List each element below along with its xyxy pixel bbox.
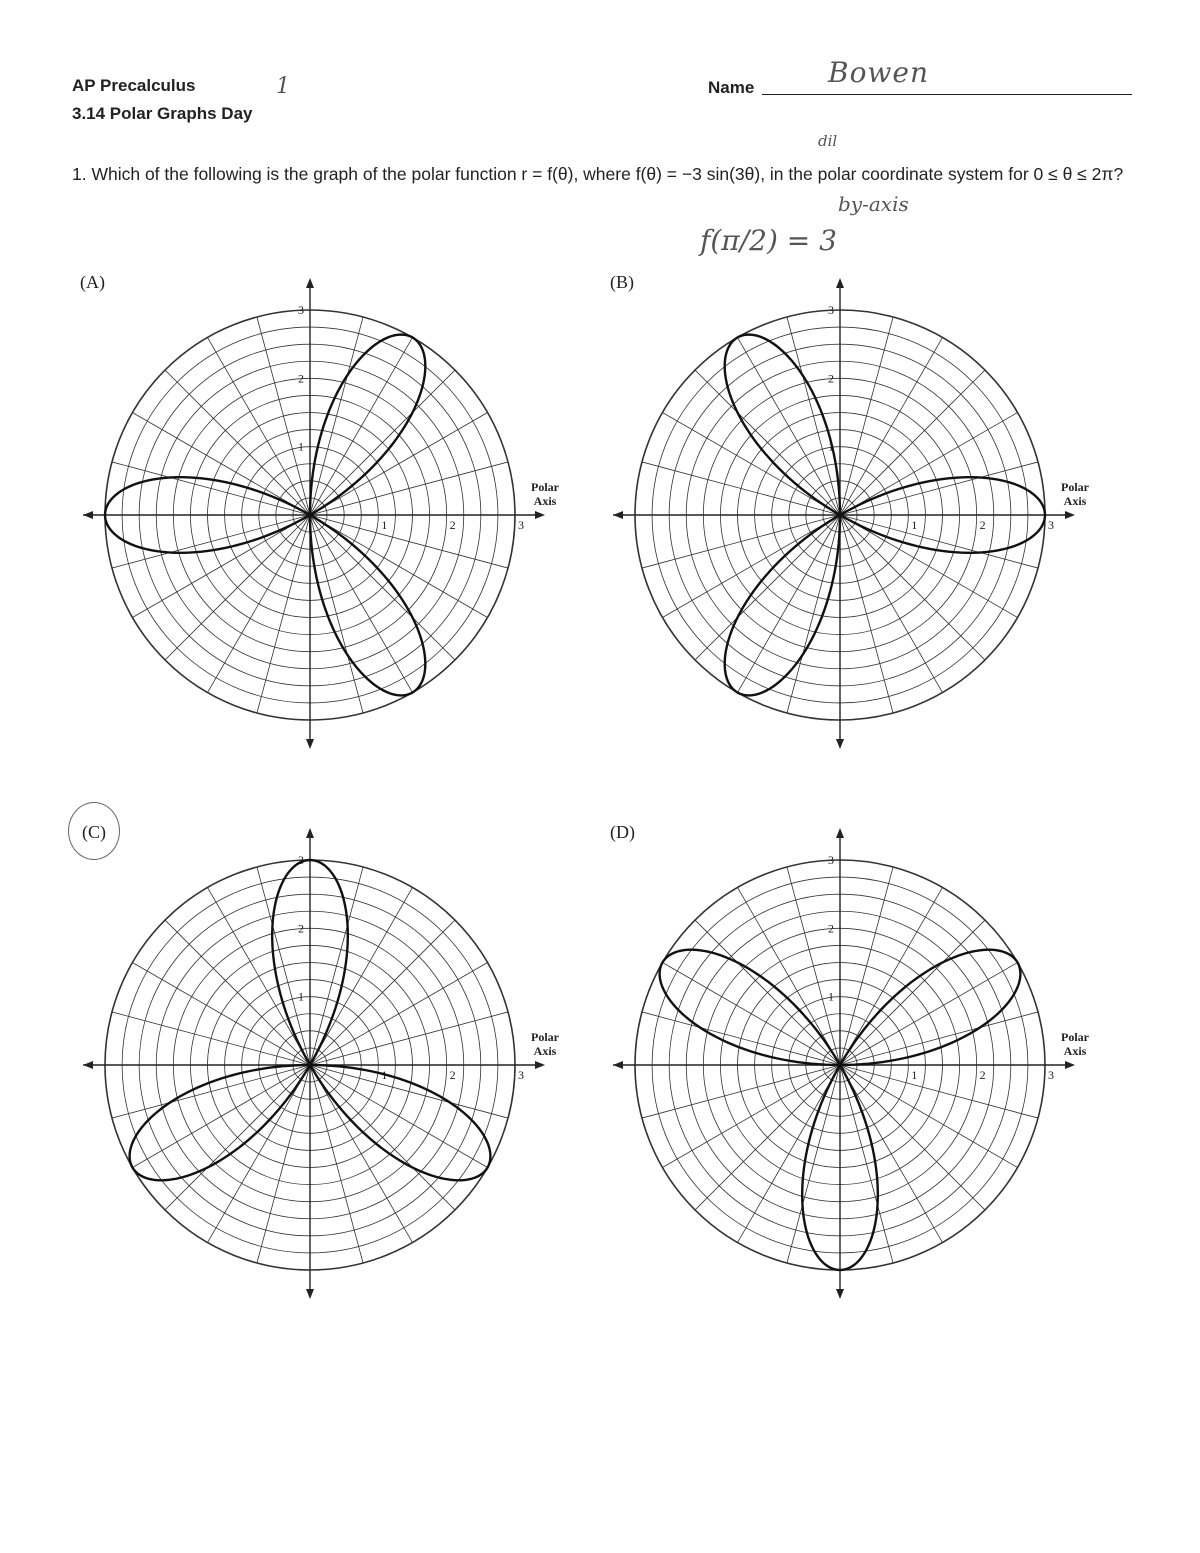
grid-spoke (840, 867, 893, 1065)
grid-spoke (310, 317, 363, 515)
ring-label-y: 1 (298, 439, 304, 454)
grid-spoke (310, 462, 508, 515)
rose-petal (840, 950, 1020, 1065)
grid-spoke (208, 515, 311, 693)
grid-spoke (310, 867, 363, 1065)
grid-spoke (642, 515, 840, 568)
grid-spoke (840, 1065, 943, 1243)
grid-spoke (112, 1012, 310, 1065)
ring-label-y: 2 (828, 371, 834, 386)
grid-spoke (310, 515, 455, 660)
ring-label-x: 2 (449, 518, 456, 532)
grid-spoke (662, 1065, 840, 1168)
ring-label-x: 2 (449, 1068, 456, 1082)
polar-graph-c[interactable] (75, 825, 575, 1305)
grid-spoke (132, 963, 310, 1066)
note-evaluation: f(π/2) = 3 (700, 224, 837, 257)
grid-spoke (840, 515, 943, 693)
polar-axis-label: Polar Axis (1061, 480, 1089, 508)
arrow-up-icon (836, 278, 844, 288)
arrow-right-icon (1065, 511, 1075, 519)
ring-label-x: 1 (381, 518, 388, 532)
option-label-a: (A) (80, 272, 105, 292)
grid-spoke (840, 337, 943, 515)
grid-spoke (310, 515, 413, 693)
grid-spoke (310, 413, 488, 516)
grid-spoke (787, 867, 840, 1065)
name-line (762, 94, 1132, 95)
arrow-right-icon (535, 1061, 545, 1069)
ring-label-x: 2 (979, 518, 986, 532)
grid-spoke (787, 1065, 840, 1263)
grid-spoke (310, 370, 455, 515)
grid-spoke (165, 370, 310, 515)
grid-spoke (257, 1065, 310, 1263)
grid-spoke (642, 1012, 840, 1065)
arrow-down-icon (306, 1289, 314, 1299)
grid-spoke (310, 337, 413, 515)
grid-spoke (208, 1065, 311, 1243)
grid-spoke (112, 462, 310, 515)
ring-label-x: 1 (911, 518, 918, 532)
grid-spoke (310, 887, 413, 1065)
grid-spoke (165, 515, 310, 660)
arrow-left-icon (83, 511, 93, 519)
name-label: Name (708, 78, 755, 97)
grid-spoke (738, 887, 841, 1065)
grid-spoke (738, 515, 841, 693)
grid-spoke (840, 317, 893, 515)
polar-axis-label: Polar Axis (531, 1030, 559, 1058)
grid-spoke (840, 1065, 1038, 1118)
rose-petal (310, 335, 425, 515)
grid-spoke (787, 317, 840, 515)
ring-label-x: 1 (911, 1068, 918, 1082)
arrow-left-icon (83, 1061, 93, 1069)
ring-label-y: 2 (298, 371, 304, 386)
grid-spoke (165, 1065, 310, 1210)
course-title: AP Precalculus (72, 76, 196, 95)
grid-spoke (112, 1065, 310, 1118)
grid-spoke (695, 920, 840, 1065)
grid-spoke (662, 515, 840, 618)
rose-petal (310, 515, 425, 695)
polar-graph-b[interactable] (605, 275, 1105, 755)
grid-spoke (112, 515, 310, 568)
grid-spoke (642, 1065, 840, 1118)
arrow-down-icon (836, 1289, 844, 1299)
grid-spoke (310, 515, 508, 568)
arrow-down-icon (836, 739, 844, 749)
grid-spoke (310, 1065, 413, 1243)
grid-spoke (208, 337, 311, 515)
grid-spoke (840, 920, 985, 1065)
day-number: 1 (276, 74, 290, 99)
grid-spoke (132, 1065, 310, 1168)
grid-spoke (310, 963, 488, 1066)
grid-spoke (310, 1065, 363, 1263)
grid-spoke (840, 1065, 985, 1210)
grid-spoke (208, 887, 311, 1065)
option-label-b: (B) (610, 272, 634, 292)
arrow-up-icon (306, 828, 314, 838)
ring-label-y: 3 (828, 303, 834, 317)
grid-spoke (738, 337, 841, 515)
arrow-down-icon (306, 739, 314, 749)
grid-spoke (840, 963, 1018, 1066)
grid-spoke (840, 515, 985, 660)
grid-spoke (310, 1012, 508, 1065)
grid-spoke (257, 867, 310, 1065)
rose-petal (130, 1065, 310, 1180)
ring-label-y: 1 (828, 989, 834, 1004)
rose-petal (310, 1065, 490, 1180)
polar-axis-label: Polar Axis (1061, 1030, 1089, 1058)
grid-spoke (840, 1012, 1038, 1065)
question-text: 1. Which of the following is the graph of the polar function r = f(θ), where f(θ) = −3 sin(3θ), in the polar coordinate system for 0 ≤ θ ≤ 2π? (72, 164, 1124, 184)
arrow-left-icon (613, 511, 623, 519)
grid-spoke (257, 515, 310, 713)
grid-spoke (695, 515, 840, 660)
grid-spoke (310, 920, 455, 1065)
ring-label-x: 2 (979, 1068, 986, 1082)
grid-spoke (132, 515, 310, 618)
grid-spoke (738, 1065, 841, 1243)
ring-label-y: 3 (298, 853, 304, 867)
grid-spoke (695, 1065, 840, 1210)
ring-label-y: 3 (298, 303, 304, 317)
grid-spoke (310, 1065, 508, 1118)
grid-spoke (257, 317, 310, 515)
polar-graph-d[interactable] (605, 825, 1105, 1305)
polar-axis-label: Polar Axis (531, 480, 559, 508)
ring-label-y: 1 (828, 439, 834, 454)
arrow-up-icon (306, 278, 314, 288)
grid-spoke (695, 370, 840, 515)
grid-spoke (840, 413, 1018, 516)
grid-spoke (165, 920, 310, 1065)
ring-label-x: 3 (1048, 518, 1054, 532)
option-label-d: (D) (610, 822, 635, 842)
ring-label-y: 2 (828, 921, 834, 936)
polar-graph-a[interactable] (75, 275, 575, 755)
grid-spoke (310, 1065, 488, 1168)
grid-spoke (840, 1065, 1018, 1168)
rose-petal (725, 515, 840, 695)
grid-spoke (642, 462, 840, 515)
grid-spoke (840, 887, 943, 1065)
grid-spoke (132, 413, 310, 516)
grid-spoke (840, 515, 1038, 568)
grid-spoke (310, 515, 363, 713)
grid-spoke (310, 1065, 455, 1210)
ring-label-y: 3 (828, 853, 834, 867)
grid-spoke (840, 462, 1038, 515)
rose-petal (725, 335, 840, 515)
grid-spoke (840, 515, 1018, 618)
ring-label-y: 2 (298, 921, 304, 936)
ring-label-x: 3 (518, 1068, 524, 1082)
grid-spoke (787, 515, 840, 713)
grid-spoke (662, 963, 840, 1066)
option-label-c: (C) (82, 822, 106, 842)
arrow-up-icon (836, 828, 844, 838)
lesson-title: 3.14 Polar Graphs Day (72, 104, 253, 123)
note-axis: by-axis (838, 192, 909, 216)
name-value: Bowen (828, 56, 930, 89)
ring-label-y: 1 (298, 989, 304, 1004)
arrow-right-icon (535, 511, 545, 519)
grid-spoke (840, 370, 985, 515)
note-dilation: dil (818, 132, 838, 150)
grid-spoke (840, 515, 893, 713)
ring-label-x: 3 (1048, 1068, 1054, 1082)
grid-spoke (310, 515, 488, 618)
rose-petal (660, 950, 840, 1065)
arrow-right-icon (1065, 1061, 1075, 1069)
grid-spoke (662, 413, 840, 516)
ring-label-x: 1 (381, 1068, 388, 1082)
ring-label-x: 3 (518, 518, 524, 532)
arrow-left-icon (613, 1061, 623, 1069)
grid-spoke (840, 1065, 893, 1263)
